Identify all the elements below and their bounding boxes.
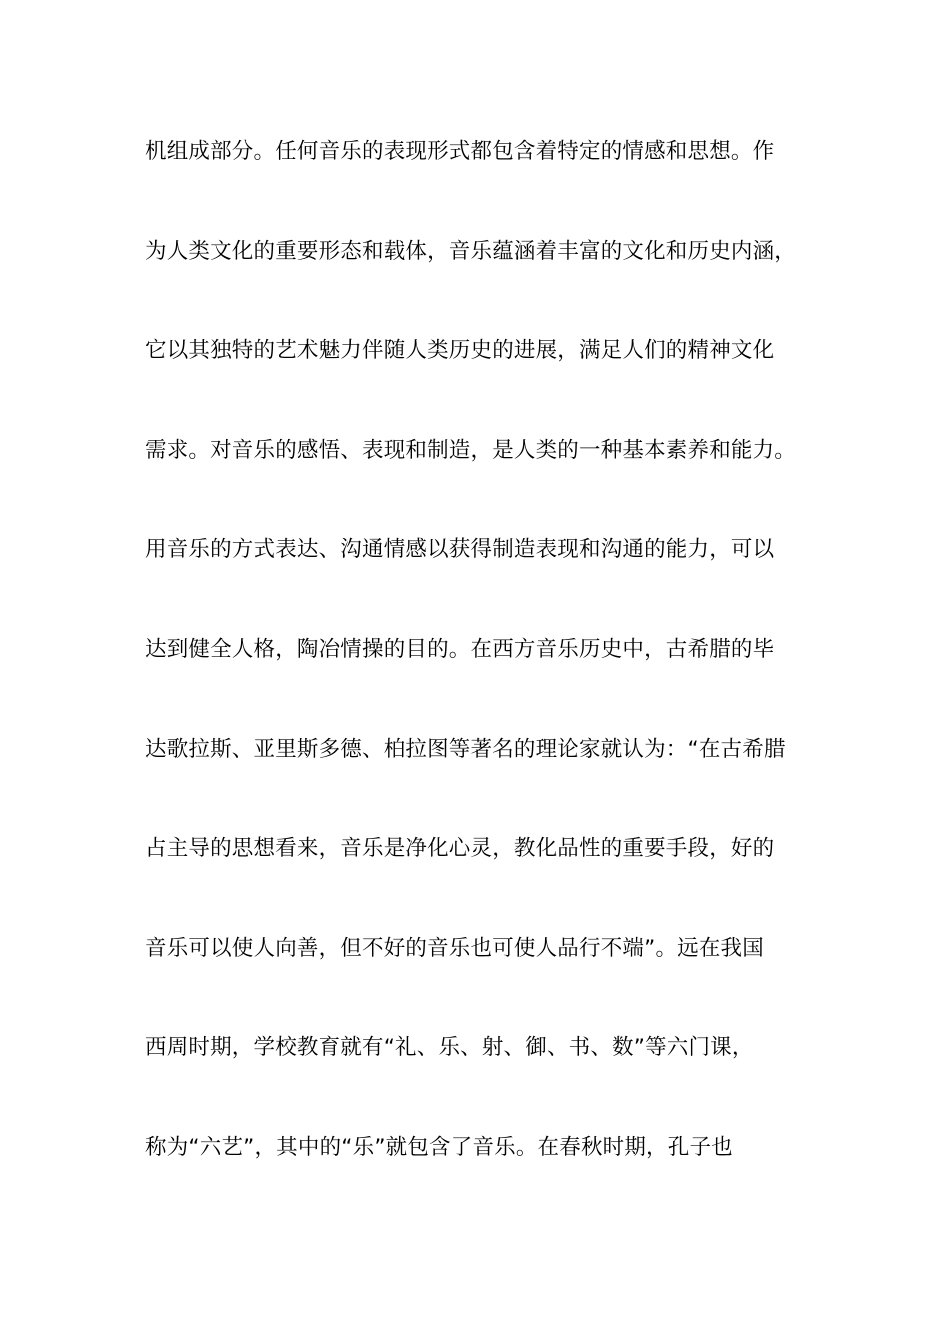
text-line: 达歌拉斯、亚里斯多德、柏拉图等著名的理论家就认为：“在古希腊 [145,736,786,762]
body-paragraph [145,130,815,1226]
text-line: 称为“六艺”，其中的“乐”就包含了音乐。在春秋时期，孔子也 [145,1134,733,1160]
text-line: 它以其独特的艺术魅力伴随人类历史的进展，满足人们的精神文化 [145,338,775,364]
text-line: 达到健全人格，陶冶情操的目的。在西方音乐历史中，古希腊的毕 [145,636,775,662]
text-line: 西周时期，学校教育就有“礼、乐、射、御、书、数”等六门课， [145,1035,754,1061]
text-line: 需求。对音乐的感悟、表现和制造，是人类的一种基本素养和能力。 [145,437,797,463]
text-line: 音乐可以使人向善，但不好的音乐也可使人品行不端”。远在我国 [145,935,764,961]
text-line: 机组成部分。任何音乐的表现形式都包含着特定的情感和思想。作 [145,139,775,164]
text-line: 为人类文化的重要形态和载体，音乐蕴涵着丰富的文化和历史内涵， [145,238,797,264]
text-line: 占主导的思想看来，音乐是净化心灵，教化品性的重要手段，好的 [145,836,775,862]
text-line: 用音乐的方式表达、沟通情感以获得制造表现和沟通的能力，可以 [145,537,775,563]
